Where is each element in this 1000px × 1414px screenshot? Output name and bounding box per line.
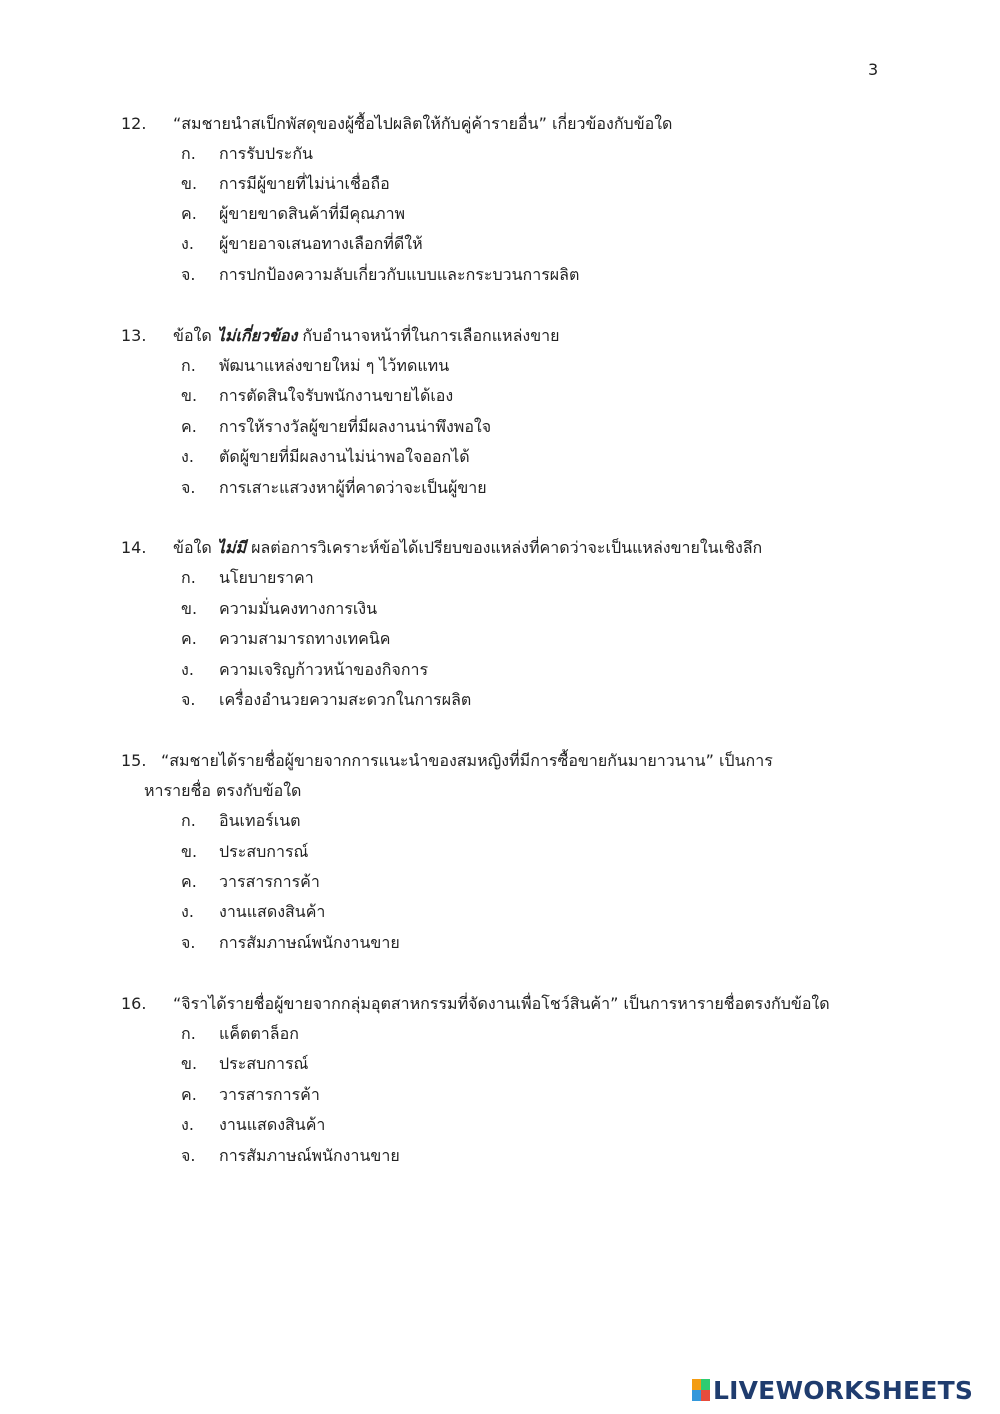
- option-text: ประสบการณ์: [219, 842, 309, 861]
- option-text: การตัดสินใจรับพนักงานขายได้เอง: [219, 386, 454, 405]
- page-number: 3: [868, 60, 879, 79]
- option-text: งานแสดงสินค้า: [219, 902, 326, 921]
- option-label: ง.: [181, 1115, 194, 1134]
- option-label: ก.: [181, 568, 196, 587]
- option-label: ค.: [181, 872, 197, 891]
- logo-square-icon: [692, 1379, 701, 1390]
- option-ngo[interactable]: [181, 1113, 325, 1137]
- option-ngo[interactable]: [181, 900, 325, 924]
- option-text: งานแสดงสินค้า: [219, 1115, 326, 1134]
- option-text: วารสารการค้า: [219, 1085, 320, 1104]
- question-stem: [121, 112, 672, 137]
- question-number: 12.: [121, 114, 147, 133]
- option-ko[interactable]: [181, 809, 301, 833]
- option-text: ผู้ขายขาดสินค้าที่มีคุณภาพ: [219, 204, 406, 223]
- option-text: พัฒนาแหล่งขายใหม่ ๆ ไว้ทดแทน: [219, 356, 450, 375]
- option-label: ข.: [181, 1054, 198, 1073]
- option-label: จ.: [181, 933, 196, 952]
- option-kho[interactable]: [181, 384, 453, 408]
- question-text-before: ข้อใด: [173, 326, 217, 345]
- option-label: จ.: [181, 690, 196, 709]
- option-text: ตัดผู้ขายที่มีผลงานไม่น่าพอใจออกได้: [219, 447, 470, 466]
- question-number: 13.: [121, 326, 147, 345]
- option-text: แค็ตตาล็อก: [219, 1024, 299, 1043]
- option-text: นโยบายราคา: [219, 568, 314, 587]
- question-stem: [121, 992, 830, 1017]
- question-emphasis: ไม่เกี่ยวข้อง: [216, 326, 298, 345]
- option-ko[interactable]: [181, 142, 313, 166]
- option-cho[interactable]: [181, 1144, 400, 1168]
- option-cho[interactable]: [181, 263, 579, 287]
- option-kho-khwai[interactable]: [181, 415, 491, 439]
- option-kho-khwai[interactable]: [181, 870, 320, 894]
- question-stem: [121, 749, 773, 774]
- option-label: ข.: [181, 174, 198, 193]
- option-ngo[interactable]: [181, 232, 423, 256]
- question-text: [173, 538, 762, 557]
- logo-mark-icon: [692, 1379, 710, 1401]
- option-label: ก.: [181, 356, 196, 375]
- option-label: ง.: [181, 902, 194, 921]
- logo-square-icon: [692, 1390, 701, 1401]
- option-ko[interactable]: [181, 1022, 299, 1046]
- option-ngo[interactable]: [181, 658, 428, 682]
- question-text-after: ผลต่อการวิเคราะห์ข้อได้เปรียบของแหล่งที่คาดว่าจะเป็นแหล่งขายในเชิงลึก: [245, 538, 763, 557]
- option-label: ข.: [181, 842, 198, 861]
- question-number: 16.: [121, 994, 147, 1013]
- option-label: จ.: [181, 478, 196, 497]
- option-ngo[interactable]: [181, 445, 470, 469]
- liveworksheets-logo[interactable]: [692, 1376, 973, 1404]
- question-text: “จิราได้รายชื่อผู้ขายจากกลุ่มอุตสาหกรรมที่จัดงานเพื่อโชว์สินค้า” เป็นการหารายชื่อตรงกับข้อใด: [173, 994, 830, 1013]
- question-emphasis: ไม่มี: [216, 538, 246, 557]
- option-label: ข.: [181, 599, 198, 618]
- question-stem: [121, 324, 560, 349]
- option-text: การรับประกัน: [219, 144, 313, 163]
- question-number: 14.: [121, 538, 147, 557]
- logo-text: LIVEWORKSHEETS: [713, 1375, 974, 1405]
- option-kho-khwai[interactable]: [181, 1083, 320, 1107]
- question-text: “สมชายนำสเป็กพัสดุของผู้ซื้อไปผลิตให้กับคู่ค้ารายอื่น” เกี่ยวข้องกับข้อใด: [173, 114, 673, 133]
- option-label: ง.: [181, 447, 194, 466]
- option-ko[interactable]: [181, 566, 314, 590]
- option-text: ความสามารถทางเทคนิค: [219, 629, 391, 648]
- option-kho-khwai[interactable]: [181, 202, 405, 226]
- option-label: ข.: [181, 386, 198, 405]
- option-text: ความเจริญก้าวหน้าของกิจการ: [219, 660, 429, 679]
- option-text: การสัมภาษณ์พนักงานขาย: [219, 1146, 400, 1165]
- option-kho[interactable]: [181, 597, 377, 621]
- option-text: วารสารการค้า: [219, 872, 320, 891]
- question-text: “สมชายได้รายชื่อผู้ขายจากการแนะนำของสมหญิงที่มีการซื้อขายกันมายาวนาน” เป็นการ: [161, 751, 773, 770]
- question-stem: [121, 536, 762, 561]
- option-cho[interactable]: [181, 931, 400, 955]
- option-text: ผู้ขายอาจเสนอทางเลือกที่ดีให้: [219, 234, 423, 253]
- question-number: 15.: [121, 751, 147, 770]
- question-text-before: ข้อใด: [173, 538, 217, 557]
- option-label: ค.: [181, 629, 197, 648]
- option-kho-khwai[interactable]: [181, 627, 390, 651]
- question-text-continuation: หารายชื่อ ตรงกับข้อใด: [144, 781, 302, 800]
- option-text: การเสาะแสวงหาผู้ที่คาดว่าจะเป็นผู้ขาย: [219, 478, 487, 497]
- option-cho[interactable]: [181, 476, 487, 500]
- option-text: อินเทอร์เนต: [219, 811, 301, 830]
- option-label: ก.: [181, 1024, 196, 1043]
- question-text-after: กับอำนาจหน้าที่ในการเลือกแหล่งขาย: [297, 326, 560, 345]
- option-text: การมีผู้ขายที่ไม่น่าเชื่อถือ: [219, 174, 390, 193]
- option-label: ก.: [181, 811, 196, 830]
- logo-square-icon: [701, 1379, 710, 1390]
- option-ko[interactable]: [181, 354, 449, 378]
- option-kho[interactable]: [181, 840, 308, 864]
- logo-square-icon: [701, 1390, 710, 1401]
- option-label: ง.: [181, 660, 194, 679]
- option-label: ค.: [181, 417, 197, 436]
- option-cho[interactable]: [181, 688, 471, 712]
- option-text: ประสบการณ์: [219, 1054, 309, 1073]
- option-text: ความมั่นคงทางการเงิน: [219, 599, 378, 618]
- option-label: ง.: [181, 234, 194, 253]
- question-text: [173, 326, 560, 345]
- option-text: การสัมภาษณ์พนักงานขาย: [219, 933, 400, 952]
- option-label: ค.: [181, 1085, 197, 1104]
- option-label: ค.: [181, 204, 197, 223]
- option-kho[interactable]: [181, 1052, 308, 1076]
- option-text: การให้รางวัลผู้ขายที่มีผลงานน่าพึงพอใจ: [219, 417, 492, 436]
- option-kho[interactable]: [181, 172, 390, 196]
- option-text: เครื่องอำนวยความสะดวกในการผลิต: [219, 690, 472, 709]
- option-label: จ.: [181, 265, 196, 284]
- option-text: การปกป้องความลับเกี่ยวกับแบบและกระบวนการผลิต: [219, 265, 580, 284]
- option-label: จ.: [181, 1146, 196, 1165]
- option-label: ก.: [181, 144, 196, 163]
